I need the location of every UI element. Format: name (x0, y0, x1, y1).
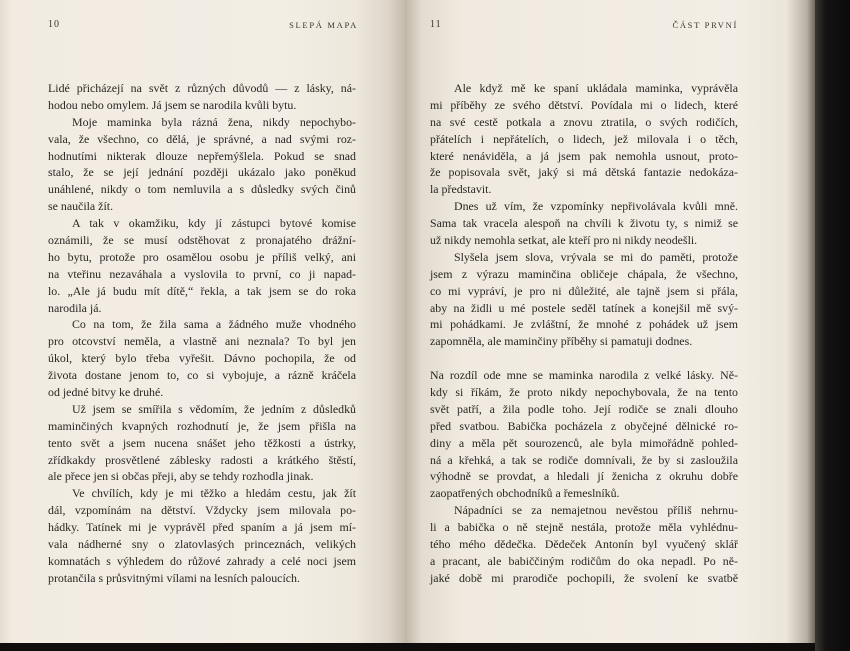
paragraph (48, 114, 356, 215)
text-line: před svatbou. Babička pocházela z obyčejné dělnické ro- (430, 418, 738, 433)
text-line: zapomněla, ale maminčiny příběhy si pamatuji dodnes. (430, 334, 693, 349)
text-line: svět patří, a žila podle toho. Její rodiče se znali dlouho (430, 401, 738, 416)
text-line: aby na židli u mé postele seděl tatínek a konejšil mě svý- (430, 300, 738, 315)
text-line: Slyšela jsem slova, vrývala se mi do paměti, protože (454, 249, 738, 264)
page-number: 10 (48, 19, 60, 30)
text-line: jsem z výrazu maminčina obličeje chápala, že všechno, (430, 266, 738, 281)
text-line: že popisovala svět, jaký si má dětská fantazie nedokáza- (430, 165, 738, 180)
text-line: na své cestě potkala a znovu ztratila, o svých rodičích, (430, 114, 738, 129)
text-line: hádky. Tatínek mi je vyprávěl před spaním a já jsem mí- (48, 520, 356, 535)
text-line: Dnes už vím, že vzpomínky nepřivolávala kvůli mně. (454, 199, 738, 214)
paragraph (430, 198, 738, 249)
text-line: maminčiných kvapných rozhodnutí je, že jsem přišla na (48, 418, 356, 433)
text-line: mi pohádkami. Je zvláštní, že mnohé z pohádek už jsem (430, 317, 738, 332)
text-line: diny a měla pět sourozenců, ale byla mimořádně pohled- (430, 435, 738, 450)
text-line: už nikdy nemohla setkat, ale kteří pro ni nikdy neodešli. (430, 233, 698, 248)
text-line: od jedné bitvy ke druhé. (48, 385, 164, 400)
text-line: výhodně se provdat, a hledali jí ženicha z okruhu dobře (430, 469, 738, 484)
text-line: hodou nebo omylem. Já jsem se narodila kvůli bytu. (48, 97, 297, 112)
text-line: Na rozdíl ode mne se maminka narodila z velké lásky. Ně- (430, 368, 738, 383)
text-line: Lidé přicházejí na svět z různých důvodů — z lásky, ná- (48, 81, 356, 95)
text-line: A tak v okamžiku, kdy jí zástupci bytové komise (72, 216, 356, 231)
text-line: unáhlené, nikdy o tom nemluvila a s důsledky svých činů (48, 182, 356, 197)
right-page-text (430, 80, 738, 587)
text-line: zřídkakdy prosvětlené záblesky radosti a krátkého štěstí, (48, 452, 356, 467)
paragraph (430, 502, 738, 586)
text-line: narodila já. (48, 300, 102, 315)
paragraph (430, 80, 738, 198)
text-line: Moje maminka byla rázná žena, nikdy nepochybo- (72, 114, 356, 129)
text-line: komnatách s výhledem do růžové zahrady a celé noci jsem (48, 553, 356, 568)
text-line: mi příběhy ze svého dětství. Povídala mi o lidech, které (430, 97, 738, 112)
paragraph (48, 215, 356, 316)
text-line: oznámili, že se musí odstěhovat z pronajatého drážní- (48, 233, 356, 248)
paragraph (48, 401, 356, 485)
text-line: Nápadníci se za nemajetnou nevěstou příliš nehrnu- (454, 503, 738, 518)
text-line: hodnutími nikterak dlouze nepřemýšlela. Pokud se snad (48, 148, 356, 163)
left-page-text (48, 80, 356, 587)
text-line: ho bytu, protože pro osamělou osobu je příliš velký, ani (48, 249, 356, 264)
paragraph (48, 316, 356, 400)
text-line: pro otcovství neměla, a vlastně ani neznala? To byl jen (48, 334, 356, 349)
text-line: úkol, který bylo třeba vyřešit. Dávno pochopila, že od (48, 351, 356, 366)
text-line: tento svět a jsem nucena snášet jeho těžkosti a ústrky, (48, 435, 356, 450)
text-line: jaké době mi prarodiče pochopili, že svolení ke svatbě (430, 570, 738, 585)
paragraph (430, 367, 738, 502)
paragraph (48, 485, 356, 586)
running-head: SLEPÁ MAPA (289, 20, 358, 30)
text-line: přátelích i nepřátelích, o lidech, jež milovala i o těch, (430, 131, 738, 146)
text-line: dál, vzpomínám na dětství. Vždycky jsem milovala po- (48, 503, 356, 518)
text-line: vala, že všechno, co dělá, je správné, a nad svými roz- (48, 131, 356, 146)
text-line: li a babička o ně stejně nestála, protože měla vyhlédnu- (430, 520, 738, 535)
text-line: Ve chvílích, kdy je mi těžko a hledám cestu, jak žít (72, 486, 356, 501)
text-line: Co na tom, že žila sama a žádného muže vhodného (72, 317, 356, 332)
text-line: stalo, že se její jednání později ukázalo jako poněkud (48, 165, 356, 180)
text-line: života dostane jenom to, co si vybojuje, a rázně kráčela (48, 368, 356, 383)
book-edge (815, 0, 850, 651)
text-line: a pracant, ale babiččiným rodičům do oka nepadl. Po ně- (430, 553, 738, 568)
text-line: lo. „Ale já budu mít dítě,“ řekla, a tak jsem se do roka (48, 283, 356, 298)
text-line: na vteřinu nezaváhala a vyslovila to první, co ji napad- (48, 266, 356, 281)
text-line: la představit. (430, 182, 492, 197)
paragraph (430, 249, 738, 350)
text-line: Sama tak vracela alespoň na chvíli k životu ty, s nimiž se (430, 216, 738, 231)
text-line: ná a křehká, a tak se rodiče domnívali, že by si zasloužila (430, 452, 738, 467)
running-head: ČÁST PRVNÍ (672, 20, 738, 30)
text-line: Už jsem se smířila s vědomím, že jedním z důsledků (72, 401, 356, 416)
text-line: ale přece jen si občas přeji, aby se tehdy rozhodla jinak. (48, 469, 314, 484)
text-line: vala nádherné sny o zlatovlasých princeznách, velikých (48, 537, 356, 552)
text-line: zaopatřených obchodníků a řemeslníků. (430, 486, 620, 501)
text-line: Ale když mě ke spaní ukládala maminka, vyprávěla (454, 81, 738, 95)
text-line: co mi vypráví, je pro ni důležité, ale tajně jsem si přála, (430, 283, 738, 298)
text-line: tého mého dědečka. Dědeček Antonín byl vyučený sklář (430, 537, 738, 552)
text-line: se naučila žít. (48, 199, 114, 214)
text-line: které nenáviděla, a já jsem pak nemohla usnout, proto- (430, 148, 738, 163)
page-number: 11 (430, 19, 442, 30)
text-line: kdy si říkám, že proto nikdy nepochybovala, že na tento (430, 385, 738, 400)
text-line: protančila s průsvitnými vílami na lesních paloucích. (48, 570, 300, 585)
section-break (430, 350, 738, 367)
paragraph (48, 80, 356, 114)
